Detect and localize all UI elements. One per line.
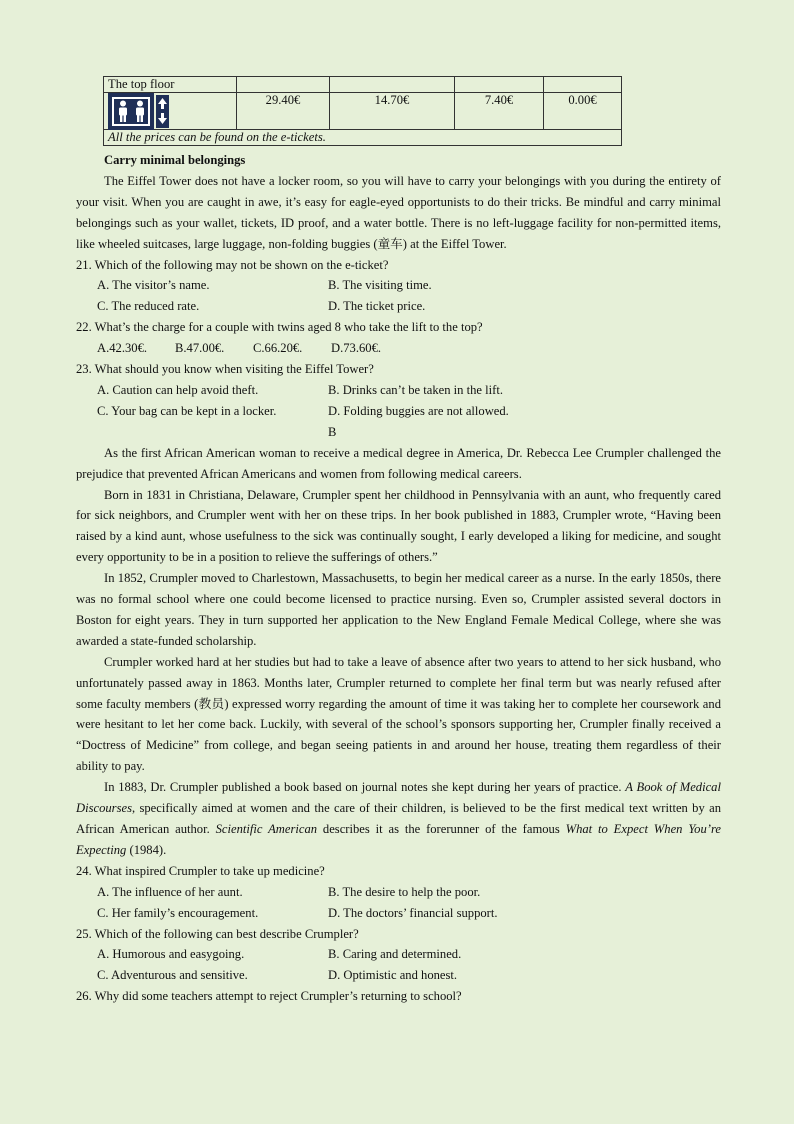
option: D. The doctors’ financial support.	[328, 905, 498, 920]
option: C. Your bag can be kept in a locker.	[97, 403, 277, 418]
option: B. Caring and determined.	[328, 947, 462, 962]
option: B. The desire to help the poor.	[328, 884, 481, 899]
options-row	[76, 275, 721, 296]
question-stem: 25. Which of the following can best describe Crumpler?	[76, 926, 359, 941]
options-row	[76, 965, 721, 986]
price-cell: 0.00€	[544, 93, 622, 130]
option: A. Caution can help avoid theft.	[97, 382, 259, 397]
option: D. Optimistic and honest.	[328, 968, 458, 983]
option: B. Drinks can’t be taken in the lift.	[328, 382, 503, 397]
table-row	[104, 93, 622, 130]
elevator-icon	[108, 93, 232, 129]
option: C. Her family’s encouragement.	[97, 905, 259, 920]
option: D. Folding buggies are not allowed.	[328, 403, 509, 418]
option: C.66.20€.	[253, 341, 303, 356]
book-title: What to Expect When You’re Expecting	[76, 822, 721, 857]
question-stem: 21. Which of the following may not be shown on the e-ticket?	[76, 257, 389, 272]
section-label: B	[328, 424, 337, 439]
option: D.73.60€.	[331, 341, 382, 356]
paragraph: As the first African American woman to receive a medical degree in America, Dr. Rebecca Lee Crumpler challenged the prejudice that prevented African Americans and women from following medical careers.	[76, 445, 721, 481]
options-row	[76, 296, 721, 317]
book-title: A Book of Medical Discourses	[76, 780, 721, 816]
option: C. The reduced rate.	[97, 299, 200, 314]
price-cell: 14.70€	[330, 93, 455, 130]
person-icon	[133, 100, 147, 122]
table-row	[104, 130, 622, 146]
document-body	[76, 150, 721, 1007]
options-row	[76, 338, 721, 359]
option: A. Humorous and easygoing.	[97, 947, 245, 962]
options-row	[76, 882, 721, 903]
price-cell: 29.40€	[237, 93, 330, 130]
option: D. The ticket price.	[328, 299, 426, 314]
option: C. Adventurous and sensitive.	[97, 968, 248, 983]
table-row-label: The top floor	[104, 77, 237, 93]
paragraph: The Eiffel Tower does not have a locker room, so you will have to carry your belongings with you during the entirety of your visit. When you are caught in awe, it’s easy for eagle-eyed opportunists to do their tricks. Be mindful and carry minimal belongings such as your wallet, tickets, ID proof, and a water bottle. There is no left-luggage facility for non-permitted items, like wheeled suitcases, large luggage, non-folding buggies (童车) at the Eiffel Tower.	[76, 173, 721, 251]
paragraph: In 1883, Dr. Crumpler published a book based on journal notes she kept during her years of practice. A Book of Medical Discourses, specifically aimed at women and the care of their children, is believed to be the first medical text written by an African American author. Scientific American describes it as the forerunner of the famous What to Expect When You’re Expecting (1984).	[76, 780, 721, 857]
options-row	[76, 401, 721, 422]
option: A. The visitor’s name.	[97, 278, 210, 293]
lift-cell	[104, 93, 237, 130]
person-icon	[116, 100, 130, 122]
option: B.47.00€.	[175, 341, 225, 356]
section-heading: Carry minimal belongings	[104, 153, 246, 167]
paragraph: Born in 1831 in Christiana, Delaware, Crumpler spent her childhood in Pennsylvania with an aunt, who frequently cared for sick neighbors, and Crumpler went with her on these trips. In her book published in 1883, Crumpler wrote, “Having been raised by a kind aunt, whose usefulness to the sick was continually sought, I early developed a liking for medicine, and sought every opportunity to be in a position to relieve the sufferings of others.”	[76, 487, 721, 565]
question-stem: 23. What should you know when visiting the Eiffel Tower?	[76, 362, 374, 377]
question-stem: 22. What’s the charge for a couple with twins aged 8 who take the lift to the top?	[76, 320, 483, 335]
options-row	[76, 903, 721, 924]
option: A.42.30€.	[97, 341, 148, 356]
price-table	[103, 76, 622, 146]
options-row	[76, 944, 721, 965]
option: A. The influence of her aunt.	[97, 884, 243, 899]
magazine-title: Scientific American	[215, 822, 318, 836]
option: B. The visiting time.	[328, 278, 432, 293]
paragraph: Crumpler worked hard at her studies but had to take a leave of absence after two years to attend to her sick husband, who unfortunately passed away in 1863. Months later, Crumpler returned to complete her final term but was nearly refused after some faculty members (教员) expressed worry regarding the amount of time it was taking her to complete her coursework and were hesitant to let her come back. Luckily, with several of the school’s sponsors supporting her, Crumpler finally received a “Doctress of Medicine” from college, and began seeing patients in and around her house, treating them regardless of their ability to pay.	[76, 654, 721, 774]
table-note: All the prices can be found on the e-tickets.	[108, 130, 326, 144]
question-stem: 24. What inspired Crumpler to take up medicine?	[76, 863, 325, 878]
table-row	[104, 77, 622, 93]
price-cell: 7.40€	[455, 93, 544, 130]
up-down-arrows-icon	[156, 95, 169, 128]
paragraph: In 1852, Crumpler moved to Charlestown, Massachusetts, to begin her medical career as a nurse. In the early 1850s, there was no formal school where one could become licensed to practice nursing. Even so, Crumpler assisted several doctors in Boston for eight years. They in turn supported her application to the New England Female Medical College, where she was awarded a state-funded scholarship.	[76, 571, 721, 648]
options-row	[76, 380, 721, 401]
question-stem: 26. Why did some teachers attempt to reject Crumpler’s returning to school?	[76, 989, 462, 1004]
